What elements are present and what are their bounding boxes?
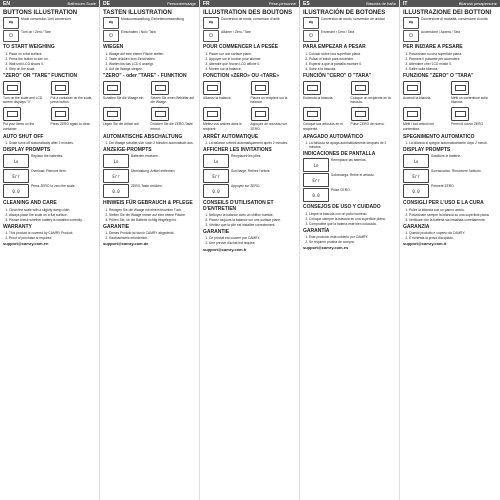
scale-icon xyxy=(51,107,69,121)
button-legend-row xyxy=(303,30,396,42)
section-title: POUR COMMENCER LA PESÉE xyxy=(203,44,279,51)
instruction-item: 1. Dieses Produkt ist durch CAMRY abgedeckt. xyxy=(109,231,196,235)
section-title: FUNZIONE "ZERO" O "TARA" xyxy=(403,72,474,79)
display-prompt-row xyxy=(403,184,497,198)
display-prompt-row xyxy=(303,158,396,172)
section-title: CONSIGLI PER L'USO E LA CURA xyxy=(403,200,484,207)
button-legend-text: Conversión de modo, conversión de unidad xyxy=(321,17,385,22)
button-legend-text: Encender / Cero / Tara xyxy=(321,30,355,35)
section-title: AUTOMATISCHE ABSCHALTUNG xyxy=(103,133,183,140)
section-title: AFFICHER LES INVITATIONS xyxy=(203,147,272,154)
language-code: DE xyxy=(103,0,110,7)
instruction-item: 3. Verificare che la batteria sia installata correttamente. xyxy=(409,218,497,222)
display-prompt-row xyxy=(103,169,196,183)
instruction-list xyxy=(303,235,396,244)
instruction-item: 1. Reinigen Sie die Waage mit einem feuchten Tuch. xyxy=(109,208,196,212)
scale-icon xyxy=(451,81,469,95)
button-legend-row xyxy=(303,17,396,29)
display-prompt-row xyxy=(303,173,396,187)
display-prompt-row xyxy=(3,154,96,168)
instruction-list xyxy=(203,213,296,227)
prompt-text: Press ZERO to zero the scale. xyxy=(31,184,76,189)
product-name: Bilancia pesapersone xyxy=(458,1,497,6)
step-cell xyxy=(403,107,449,131)
instruction-list xyxy=(203,141,296,145)
section-title: "ZERO" OR "TARE" FUNCTION xyxy=(3,72,78,79)
display-prompt-row xyxy=(203,169,296,183)
column-header xyxy=(200,0,299,7)
instruction-item: 4. Monter sur la balance. xyxy=(209,67,296,71)
language-code: EN xyxy=(3,0,10,7)
column-header xyxy=(300,0,399,7)
prompt-text: Batterien ersetzen. xyxy=(131,154,159,159)
prompt-text: Pulse CERO. xyxy=(331,188,351,193)
instruction-list xyxy=(403,231,497,240)
section-title: GARANTIE xyxy=(103,223,130,230)
step-text: Metti i tuoi articoli nel contenitore. xyxy=(403,122,434,131)
step-text: Coloque sus artículos en el recipiente. xyxy=(303,122,343,131)
instruction-item: 3. Attendere che l'LCD mostri 0. xyxy=(409,62,497,66)
step-cell xyxy=(151,107,197,131)
instruction-list xyxy=(403,52,497,71)
instruction-item: 2. È richiesta la prova d'acquisto. xyxy=(409,236,497,240)
step-text: Drücken Sie die ZERO-Taste erneut. xyxy=(150,122,193,131)
instruction-item: 3. Vérifiez que la pile est installée correctement. xyxy=(209,223,296,227)
scale-icon xyxy=(151,107,169,121)
step-cell xyxy=(3,81,49,105)
scale-icon xyxy=(351,81,369,95)
instruction-item: 1. Nettoyez la balance avec un chiffon humide. xyxy=(209,213,296,217)
button-legend-row xyxy=(403,30,497,42)
scale-icon xyxy=(51,81,69,95)
lcd-icon: Lo xyxy=(303,158,329,172)
zero-tare-steps xyxy=(303,81,396,131)
instruction-item: 1. Questo prodotto è coperto da CAMRY. xyxy=(409,231,497,235)
instruction-item: 4. Salire sulla bilancia. xyxy=(409,67,497,71)
power-button-icon: ⏻ xyxy=(103,30,119,42)
button-legend-text: Accensione / Azzera / Tara xyxy=(421,30,460,35)
step-cell xyxy=(451,81,497,105)
instruction-item: 4. Step on the scale. xyxy=(9,67,96,71)
instruction-item: 1. Place on a flat surface. xyxy=(9,52,96,56)
prompt-text: Surcharge. Retirez l'article. xyxy=(231,169,271,174)
button-legend-row xyxy=(3,17,96,29)
step-cell xyxy=(303,81,349,105)
instruction-item: 2. Proof of purchase is required. xyxy=(9,236,96,240)
instruction-item: 1. Ce produit est couvert par CAMRY. xyxy=(209,236,296,240)
instruction-list xyxy=(103,231,196,240)
power-button-icon: ⏻ xyxy=(303,30,319,42)
zero-tare-steps xyxy=(403,81,497,131)
support-email-link[interactable]: support@camry.com.en xyxy=(3,241,49,247)
lcd-icon: 0.0 xyxy=(3,184,29,198)
section-title: FUNCIÓN "CERO" O "TARA" xyxy=(303,72,372,79)
step-text: Allumez la balance. xyxy=(203,96,232,101)
scale-icon xyxy=(403,81,421,95)
instruction-list xyxy=(403,208,497,222)
section-title: ILLUSTRATION DES BOUTONS xyxy=(203,10,293,16)
instruction-item: 1. Posizionare su una superficie piana. xyxy=(409,52,497,56)
product-name: Personenwaage xyxy=(167,1,196,6)
instruction-item: 1. Colocar sobre una superficie plana. xyxy=(309,52,396,56)
zero-tare-steps xyxy=(203,81,296,131)
section-title: GARANTÍA xyxy=(303,227,330,234)
scale-icon xyxy=(303,107,321,121)
instruction-list xyxy=(103,208,196,222)
instruction-item: 3. Prüfen Sie, ob die Batterie richtig eingelegt ist. xyxy=(109,218,196,222)
step-text: Accendi la bilancia. xyxy=(403,96,432,101)
step-cell xyxy=(303,107,349,131)
instruction-item: 2. Se requiere prueba de compra. xyxy=(309,240,396,244)
instruction-item: 2. Coloque siempre la báscula en una superficie plana. xyxy=(309,217,396,221)
scale-icon xyxy=(351,107,369,121)
instruction-item: 2. Une preuve d'achat est requise. xyxy=(209,241,296,245)
power-button-icon: ⏻ xyxy=(203,30,219,42)
instruction-item: 1. La bilancia si spegne automaticamente dopo 2 minuti. xyxy=(409,141,497,145)
instruction-item: 1. Pulire la bilancia con un panno umido. xyxy=(409,208,497,212)
step-cell xyxy=(103,107,149,131)
language-column-it xyxy=(400,0,500,500)
instruction-item: 1. Placer sur une surface plane. xyxy=(209,52,296,56)
instruction-item: 2. Stellen Sie die Waage immer auf eine ebene Fläche. xyxy=(109,213,196,217)
zero-tare-steps xyxy=(3,81,96,131)
instruction-item: 2. Posizionare sempre la bilancia su una superficie piana. xyxy=(409,213,497,217)
scale-icon xyxy=(103,81,121,95)
prompt-text: Sobrecarga. Retire el artículo. xyxy=(331,173,375,178)
button-legend-row xyxy=(203,17,296,29)
section-title: HINWEIS FÜR GEBRAUCH & PFLEGE xyxy=(103,200,193,207)
lcd-icon: 0.0 xyxy=(203,184,229,198)
step-text: Put a container on the scale, press button. xyxy=(50,96,93,105)
language-code: FR xyxy=(203,0,210,7)
button-legend-row xyxy=(3,30,96,42)
instruction-item: 2. Kaufnachweis erforderlich. xyxy=(109,236,196,240)
prompt-text: Sostituire le batterie. xyxy=(431,154,462,159)
lcd-icon: Lo xyxy=(403,154,429,168)
lcd-icon: 0.0 xyxy=(403,184,429,198)
zero-tare-steps xyxy=(103,81,196,131)
scale-icon xyxy=(151,81,169,95)
prompt-text: Appuyez sur ZERO. xyxy=(231,184,261,189)
language-code: IT xyxy=(403,0,408,7)
lcd-icon: 0.0 xyxy=(103,184,129,198)
instruction-list xyxy=(3,231,96,240)
support-email-link[interactable]: support@camry.com.fr xyxy=(203,246,247,252)
display-prompt-row xyxy=(203,154,296,168)
instruction-list xyxy=(303,212,396,226)
instruction-item: 3. Compruebe que la batería esté bien colocada. xyxy=(309,222,396,226)
step-text: Coloque un recipiente en la báscula. xyxy=(350,96,391,105)
section-title: CONSEILS D'UTILISATION ET D'ENTRETIEN xyxy=(203,200,274,212)
section-title: "ZERO" - oder "TARE" - FUNKTION xyxy=(103,72,187,79)
lcd-icon: Lo xyxy=(203,154,229,168)
button-legend-row xyxy=(103,30,196,42)
instruction-item: 2. Taste drücken zum Einschalten. xyxy=(109,57,196,61)
prompt-text: Überlastung. Artikel entfernen. xyxy=(131,169,176,174)
power-button-icon: ⏻ xyxy=(403,30,419,42)
section-title: CONSEJOS DE USO Y CUIDADO xyxy=(303,204,381,211)
display-prompt-row xyxy=(403,154,497,168)
step-cell xyxy=(203,81,249,105)
instruction-item: 1. Scale turns off automatically after 2 minutes. xyxy=(9,141,96,145)
lcd-icon: Err xyxy=(303,173,329,187)
column-header xyxy=(400,0,500,7)
support-email-link[interactable]: support@camry.com.de xyxy=(103,241,149,247)
step-cell xyxy=(251,107,297,131)
button-legend-text: Turn on / Zero / Tare xyxy=(21,30,51,35)
step-cell xyxy=(51,107,97,131)
instruction-item: 1. This product is covered by CAMRY Product. xyxy=(9,231,96,235)
step-text: Appuyez de nouveau sur ZERO. xyxy=(250,122,287,131)
step-cell xyxy=(103,81,149,105)
language-column-fr xyxy=(200,0,300,500)
lcd-icon: Err xyxy=(3,169,29,183)
prompt-text: Replace the batteries. xyxy=(31,154,64,159)
lcd-icon: Err xyxy=(103,169,129,183)
language-column-es xyxy=(300,0,400,500)
button-legend-text: Modusumwandlung, Einheitenumwandlung xyxy=(121,17,184,22)
section-title: TO START WEIGHING xyxy=(3,44,55,51)
lcd-icon: Lo xyxy=(3,154,29,168)
prompt-text: Remplacez les piles. xyxy=(231,154,262,159)
step-cell xyxy=(351,81,397,105)
display-prompt-row xyxy=(3,169,96,183)
display-prompt-row xyxy=(203,184,296,198)
instruction-item: 1. Este producto está cubierto por CAMRY. xyxy=(309,235,396,239)
scale-icon xyxy=(451,107,469,121)
instruction-list xyxy=(403,141,497,145)
unit-button-icon: ⇆ xyxy=(3,17,19,29)
instruction-list xyxy=(3,141,96,145)
instruction-list xyxy=(203,236,296,245)
step-text: Premi di nuovo ZERO. xyxy=(451,122,484,127)
display-prompt-row xyxy=(3,184,96,198)
section-title: SPEGNIMENTO AUTOMATICO xyxy=(403,133,475,140)
scale-icon xyxy=(203,81,221,95)
instruction-item: 2. Premere il pulsante per accendere. xyxy=(409,57,497,61)
step-text: Turn on the scale and LCD screen displays "0". xyxy=(3,96,43,105)
scale-icon xyxy=(251,107,269,121)
section-title: ANZEIGE-PROMPTS xyxy=(103,147,152,154)
prompt-text: Sovraccarico. Rimuovere l'articolo. xyxy=(431,169,482,174)
instruction-list xyxy=(303,141,396,149)
section-title: TASTEN ILLUSTRATION xyxy=(103,10,172,16)
product-name: Bathroom Scale xyxy=(67,1,96,6)
section-title: PARA EMPEZAR A PESAR xyxy=(303,44,366,51)
unit-button-icon: ⇆ xyxy=(103,17,119,29)
instruction-item: 1. La balance s'éteint automatiquement après 2 minutes. xyxy=(209,141,296,145)
instruction-item: 1. La báscula se apaga automáticamente después de 2 minutos. xyxy=(309,141,396,149)
display-prompt-row xyxy=(103,184,196,198)
section-title: WARRANTY xyxy=(3,223,32,230)
section-title: WIEGEN xyxy=(103,44,124,51)
display-prompt-row xyxy=(303,188,396,202)
step-cell xyxy=(351,107,397,131)
scale-icon xyxy=(403,107,421,121)
section-title: DISPLAY PROMPTS xyxy=(403,147,451,154)
prompt-text: Premere ZERO. xyxy=(431,184,455,189)
step-cell xyxy=(251,81,297,105)
instruction-item: 1. Limpie la báscula con un paño húmedo. xyxy=(309,212,396,216)
section-title: CLEANING AND CARE xyxy=(3,200,57,207)
lcd-icon: Err xyxy=(403,169,429,183)
section-title: DISPLAY PROMPTS xyxy=(3,147,51,154)
step-text: Put your items on the container. xyxy=(3,122,35,131)
step-text: Encienda la báscula. xyxy=(303,96,334,101)
prompt-text: Reemplace las baterías. xyxy=(331,158,367,163)
step-cell xyxy=(403,81,449,105)
button-legend-row xyxy=(203,30,296,42)
instruction-item: 2. Appuyer sur le bouton pour allumer. xyxy=(209,57,296,61)
step-text: Press ZERO again to clear. xyxy=(50,122,91,127)
scale-icon xyxy=(3,107,21,121)
section-title: GARANTIE xyxy=(203,229,230,236)
step-text: Legen Sie die Artikel auf. xyxy=(103,122,140,127)
instruction-item: 3. Warten bis das LCD 0 anzeigt. xyxy=(109,62,196,66)
button-legend-text: Mode conversion, Unit conversion xyxy=(21,17,71,22)
section-title: BUTTONS ILLUSTRATION xyxy=(3,10,78,16)
button-legend-row xyxy=(403,17,497,29)
section-title: ARRÊT AUTOMATIQUE xyxy=(203,133,259,140)
step-text: Metti un contenitore sulla bilancia. xyxy=(451,96,488,105)
button-legend-text: Einschalten / Null / Tara xyxy=(121,30,156,35)
instruction-item: 2. Press the button to turn on. xyxy=(9,57,96,61)
instruction-item: 2. Pulsar el botón para encender. xyxy=(309,57,396,61)
button-legend-text: Conversione di modalità, conversione di unità xyxy=(421,17,488,22)
instruction-item: 2. Always place the scale on a flat surface. xyxy=(9,213,96,217)
step-cell xyxy=(203,107,249,131)
instruction-list xyxy=(3,208,96,222)
instruction-list xyxy=(103,52,196,71)
unit-button-icon: ⇆ xyxy=(203,17,219,29)
instruction-item: 4. Auf die Waage steigen. xyxy=(109,67,196,71)
step-cell xyxy=(3,107,49,131)
step-cell xyxy=(51,81,97,105)
column-header xyxy=(100,0,199,7)
scale-icon xyxy=(303,81,321,95)
step-text: Mettez vos articles dans le récipient. xyxy=(203,122,242,131)
display-prompt-row xyxy=(103,154,196,168)
product-name: Báscula de baño xyxy=(366,1,396,6)
section-title: INDICACIONES DE PANTALLA xyxy=(303,151,376,158)
display-prompt-row xyxy=(403,169,497,183)
instruction-list xyxy=(103,141,196,145)
lcd-icon: Err xyxy=(203,169,229,183)
section-title: ILLUSTRAZIONE DEI BOTTONI xyxy=(403,10,492,16)
product-name: Pèse-personne xyxy=(268,1,296,6)
prompt-text: Overload. Remove item. xyxy=(31,169,67,174)
lcd-icon: 0.0 xyxy=(303,188,329,202)
button-legend-text: Allumer / Zéro / Tare xyxy=(221,30,251,35)
prompt-text: ZERO-Taste drücken. xyxy=(131,184,163,189)
button-legend-row xyxy=(103,17,196,29)
instruction-list xyxy=(203,52,296,71)
language-column-de xyxy=(100,0,200,500)
section-title: APAGADO AUTOMÁTICO xyxy=(303,133,364,140)
instruction-item: 3. Wait until LCD shows 0. xyxy=(9,62,96,66)
unit-button-icon: ⇆ xyxy=(403,17,419,29)
scale-icon xyxy=(103,107,121,121)
instruction-list xyxy=(3,52,96,71)
step-cell xyxy=(451,107,497,131)
instruction-item: 1. Waage auf eine ebene Fläche stellen. xyxy=(109,52,196,56)
button-legend-text: Conversion de mode, conversion d'unité xyxy=(221,17,280,22)
support-email-link[interactable]: support@camry.com.it xyxy=(403,241,447,247)
section-title: ILUSTRACIÓN DE BOTONES xyxy=(303,10,386,16)
language-column-en xyxy=(0,0,100,500)
instruction-item: 1. Die Waage schaltet sich nach 2 Minuten automatisch aus. xyxy=(109,141,196,145)
step-text: Schalten Sie die Waage ein. xyxy=(103,96,145,101)
section-title: PER INIZIARE A PESARE xyxy=(403,44,463,51)
language-code: ES xyxy=(303,0,310,7)
power-button-icon: ⏻ xyxy=(3,30,19,42)
step-text: Pulse CERO de nuevo. xyxy=(350,122,385,127)
section-title: AUTO SHUT OFF xyxy=(3,133,44,140)
support-email-link[interactable]: support@camry.com.es xyxy=(303,245,349,251)
step-text: Placez un récipient sur la balance. xyxy=(250,96,288,105)
section-title: GARANZIA xyxy=(403,223,430,230)
instruction-item: 3. Attendre que l'écran LCD affiche 0. xyxy=(209,62,296,66)
instruction-item: 1. Clean the scale with a slightly damp cloth. xyxy=(9,208,96,212)
step-text: Setzen Sie einen Behälter auf die Waage. xyxy=(150,96,195,105)
column-header xyxy=(0,0,99,7)
scale-icon xyxy=(3,81,21,95)
scale-icon xyxy=(251,81,269,95)
instruction-item: 3. Please check whether battery is installed correctly. xyxy=(9,218,96,222)
section-title: FONCTION «ZERO» OU «TARE» xyxy=(203,72,280,79)
step-cell xyxy=(151,81,197,105)
lcd-icon: Lo xyxy=(103,154,129,168)
scale-icon xyxy=(203,107,221,121)
instruction-item: 3. Esperar a que la pantalla muestre 0. xyxy=(309,62,396,66)
unit-button-icon: ⇆ xyxy=(303,17,319,29)
instruction-list xyxy=(303,52,396,71)
instruction-item: 2. Placez toujours la balance sur une surface plane. xyxy=(209,218,296,222)
instruction-item: 4. Subir a la báscula. xyxy=(309,67,396,71)
